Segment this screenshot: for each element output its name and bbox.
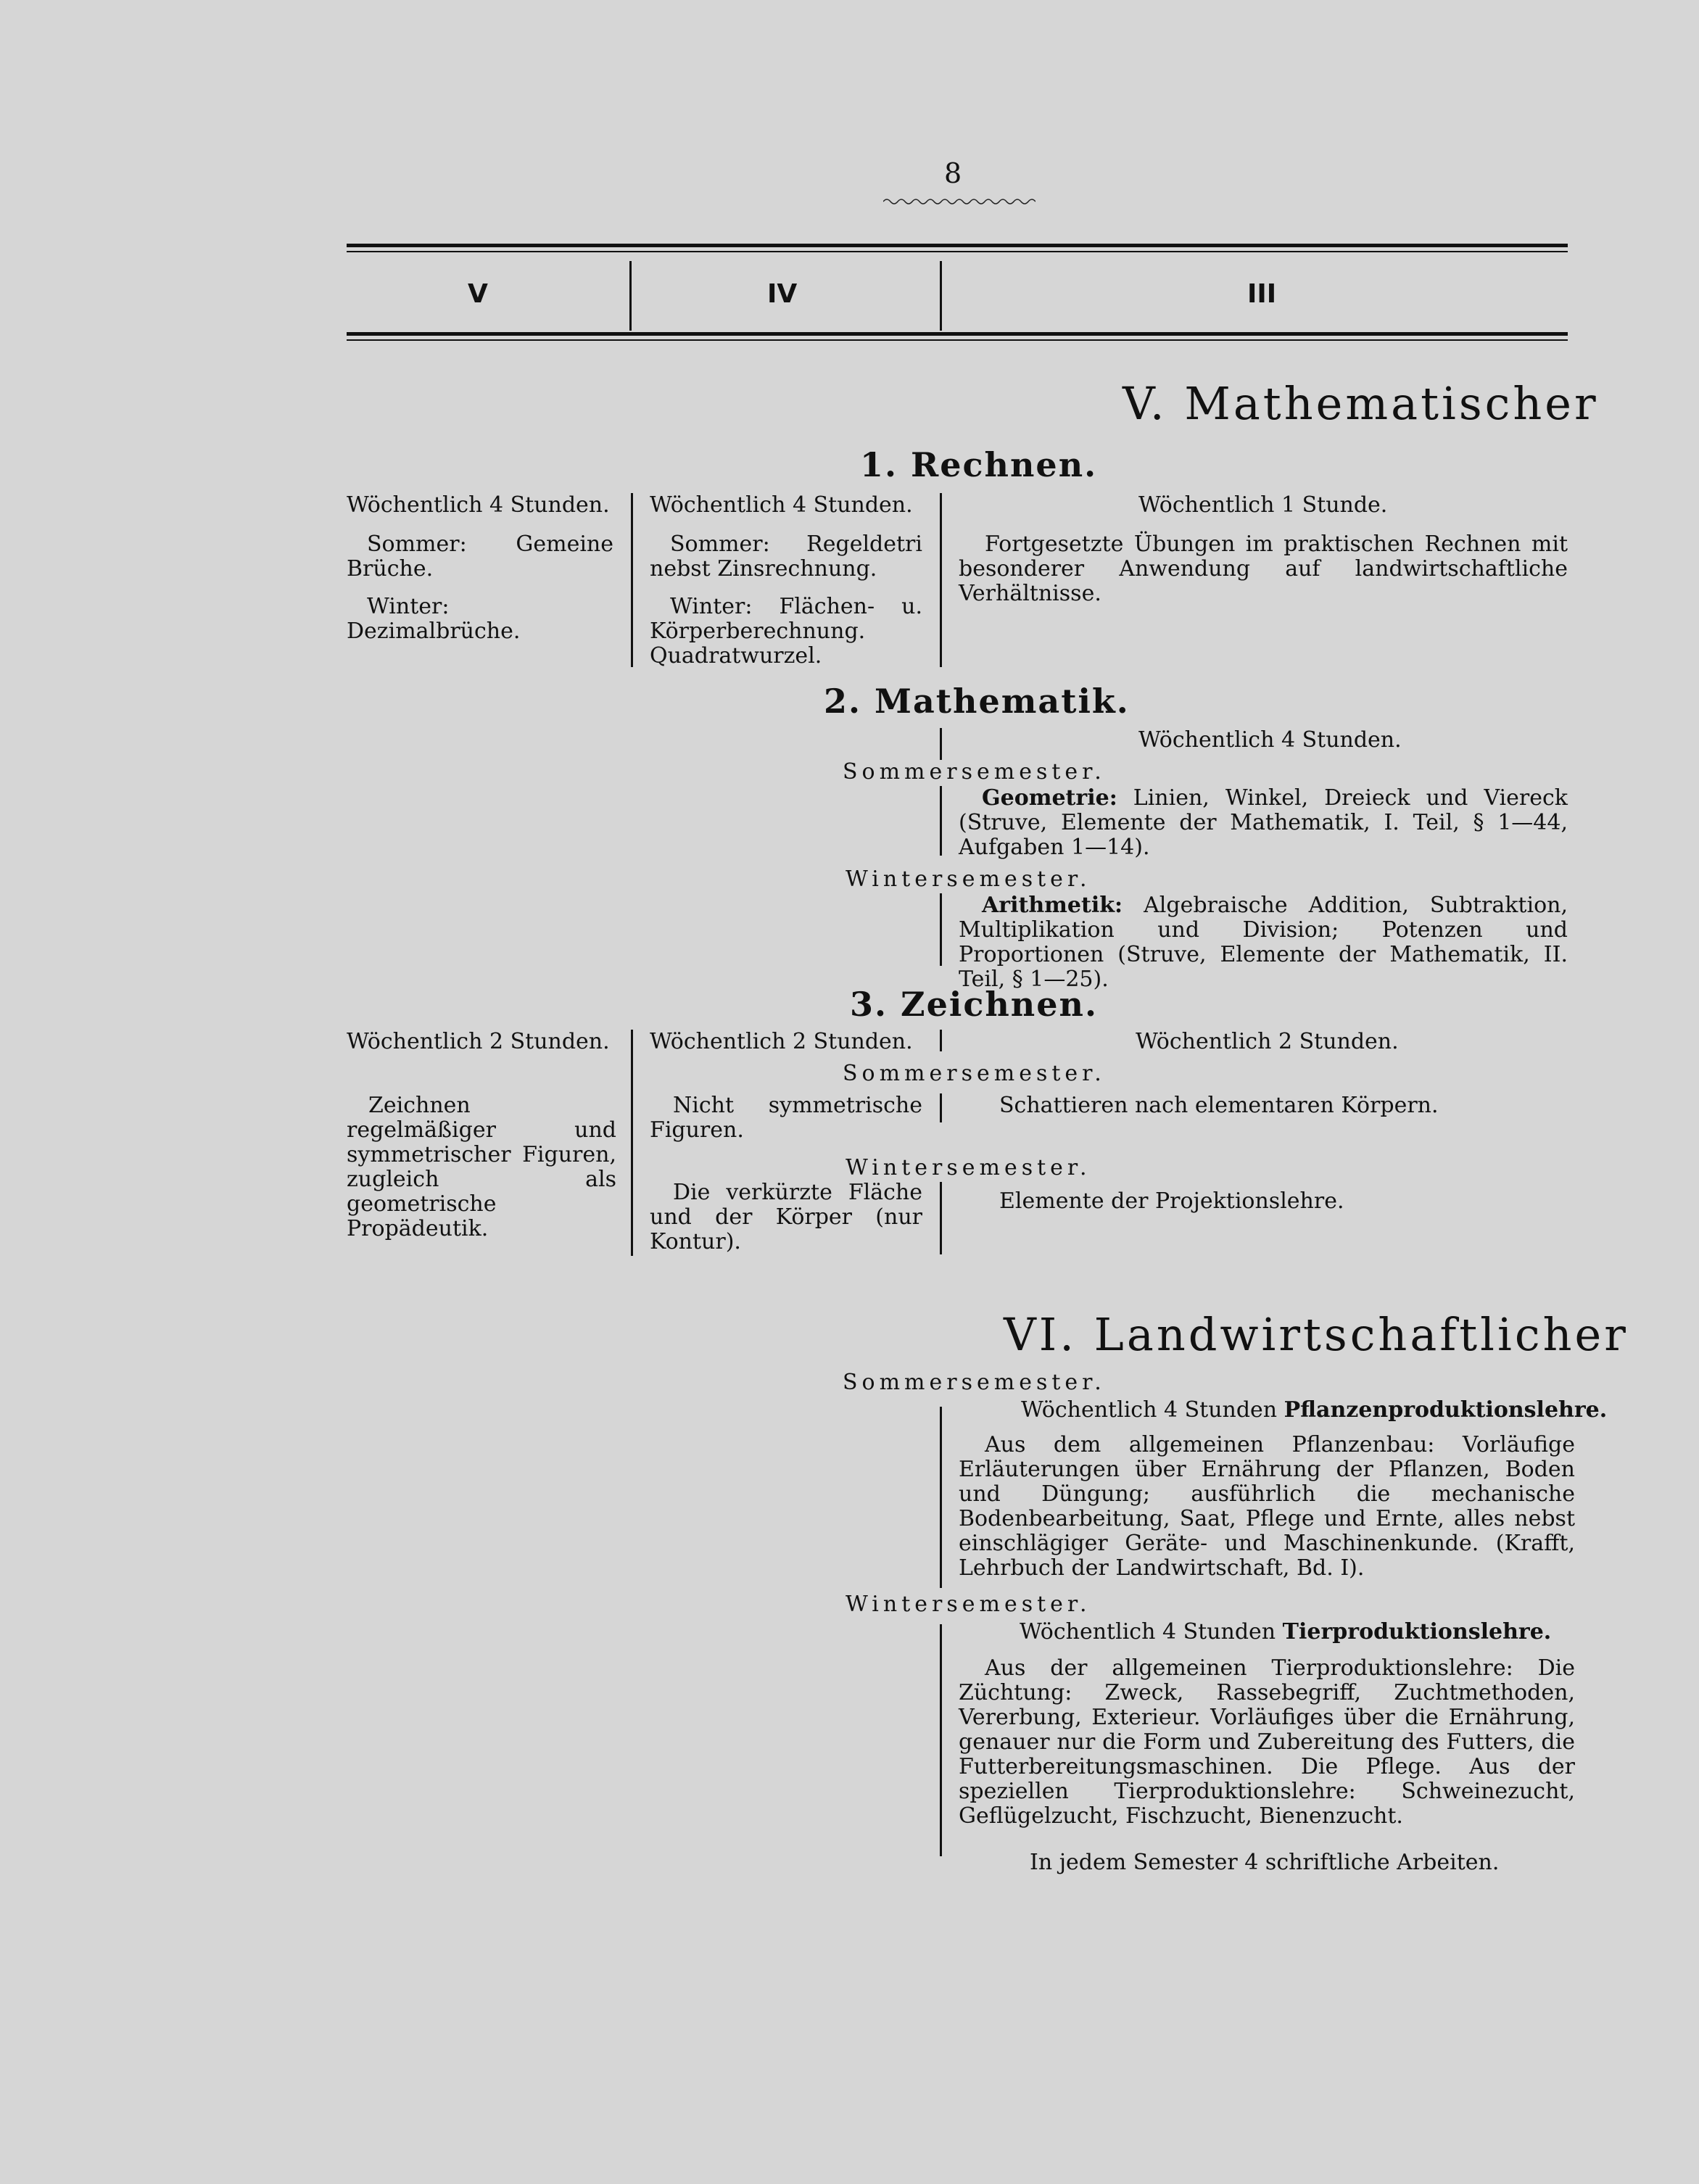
mathematik-arithmetik	[959, 893, 1568, 992]
rechnen-v-summer: Sommer: Gemeine Brüche.	[347, 531, 613, 582]
winter-subject: Tierproduktionslehre.	[1282, 1619, 1552, 1645]
zeichnen-iii-hours: Wöchentlich 2 Stunden.	[1136, 1029, 1399, 1054]
mathematik-divider-b	[940, 786, 942, 856]
geometrie-text: Linien, Winkel, Dreieck und Viereck (Struve, Elemente der Mathematik, I. Teil, § 1—44, Aufgaben 1—14).	[959, 785, 1568, 860]
zeichnen-divider-2	[940, 1030, 942, 1051]
zeichnen-winter-label: Wintersemester.	[846, 1155, 1091, 1180]
mathematik-divider-a	[940, 728, 942, 760]
geometrie-label: Geometrie:	[982, 785, 1117, 811]
ornament-wave	[883, 197, 1035, 206]
landwirtschaft-divider-b	[940, 1624, 942, 1856]
column-header-v: V	[468, 279, 488, 309]
subsection-title-rechnen: 1. Rechnen.	[860, 445, 1098, 484]
rechnen-divider-2	[940, 493, 942, 667]
mathematik-summer-label: Sommersemester.	[843, 759, 1106, 785]
summer-hours: Wöchentlich 4 Stunden	[1021, 1397, 1278, 1423]
arithmetik-label: Arithmetik:	[982, 893, 1123, 918]
landwirtschaft-summer-label: Sommersemester.	[843, 1370, 1106, 1395]
column-header-iv: IV	[767, 279, 798, 309]
section-heading-v: V. Mathematischer	[1123, 377, 1599, 430]
zeichnen-divider-1	[631, 1030, 633, 1256]
rechnen-iv-winter: Winter: Flächen- u. Körperberechnung. Quadratwurzel.	[650, 594, 922, 669]
summer-subject: Pflanzenproduktionslehre.	[1283, 1397, 1608, 1423]
subsection-title-mathematik: 2. Mathematik.	[824, 682, 1130, 721]
subsection-title-zeichnen: 3. Zeichnen.	[850, 985, 1098, 1024]
page-number: 8	[944, 157, 962, 189]
rechnen-iii-hours: Wöchentlich 1 Stunde.	[1138, 492, 1388, 518]
column-header-iii: III	[1247, 279, 1277, 309]
header-rule-bottom-thin	[347, 339, 1568, 341]
landwirtschaft-winter-heading	[1020, 1620, 1551, 1645]
rechnen-v-winter: Winter: Dezimalbrüche.	[347, 594, 521, 644]
rechnen-iii-text: Fortgesetzte Übungen im praktischen Rechnen mit besonderer Anwendung auf landwirtschaftliche Verhältnisse.	[959, 531, 1568, 606]
rechnen-divider-1	[631, 493, 633, 667]
zeichnen-divider-3	[940, 1093, 942, 1122]
header-divider-2	[940, 261, 942, 331]
mathematik-geometrie	[959, 786, 1568, 860]
zeichnen-divider-4	[940, 1182, 942, 1254]
rechnen-iv-hours: Wöchentlich 4 Stunden.	[650, 492, 913, 518]
landwirtschaft-winter-label: Wintersemester.	[846, 1592, 1091, 1617]
rechnen-v-hours: Wöchentlich 4 Stunden.	[347, 492, 610, 518]
arithmetik-text: Algebraische Addition, Subtraktion, Multiplikation und Division; Potenzen und Proportionen (Struve, Elemente der Mathematik, II. Teil, § 1—25).	[959, 893, 1568, 992]
mathematik-winter-label: Wintersemester.	[846, 866, 1091, 892]
header-rule-top-thin	[347, 251, 1568, 252]
zeichnen-v-text: Zeichnen regelmäßiger und symmetrischer Figuren, zugleich als geometrische Propädeutik.	[347, 1093, 616, 1241]
section-heading-vi: VI. Landwirtschaftlicher	[1004, 1308, 1629, 1361]
zeichnen-summer-label: Sommersemester.	[843, 1061, 1106, 1086]
landwirtschaft-divider-a	[940, 1407, 942, 1588]
landwirtschaft-summer-heading	[1021, 1398, 1607, 1423]
mathematik-iii-hours: Wöchentlich 4 Stunden.	[1138, 727, 1402, 753]
rechnen-iv-summer: Sommer: Regeldetri nebst Zinsrechnung.	[650, 531, 922, 582]
winter-hours: Wöchentlich 4 Stunden	[1020, 1619, 1276, 1645]
zeichnen-iv-winter: Die verkürzte Fläche und der Körper (nur Kontur).	[650, 1180, 922, 1254]
landwirtschaft-closing: In jedem Semester 4 schriftliche Arbeiten.	[1030, 1850, 1500, 1875]
zeichnen-iii-winter: Elemente der Projektionslehre.	[999, 1188, 1344, 1214]
header-rule-top	[347, 244, 1568, 247]
zeichnen-iii-summer: Schattieren nach elementaren Körpern.	[999, 1093, 1439, 1118]
landwirtschaft-winter-text: Aus der allgemeinen Tierproduktionslehre: Die Züchtung: Zweck, Rassebegriff, Zuchtmethoden, Vererbung, Exterieur. Vorläufiges über die Ernährung, genauer nur die Form und Zubereitung des Futters, die Futterbereitungsmaschinen. Die Pflege. Aus der speziellen Tierproduktionslehre: Schweinezucht, Geflügelzucht, Fischzucht, Bienenzucht.	[959, 1655, 1575, 1829]
header-divider-1	[629, 261, 632, 331]
landwirtschaft-summer-text: Aus dem allgemeinen Pflanzenbau: Vorläufige Erläuterungen über Ernährung der Pflanzen, Boden und Düngung; ausführlich die mechanische Bodenbearbeitung, Saat, Pflege und Ernte, alles nebst einschlägiger Geräte- und Maschinenkunde. (Krafft, Lehrbuch der Landwirtschaft, Bd. I).	[959, 1432, 1575, 1581]
zeichnen-v-hours: Wöchentlich 2 Stunden.	[347, 1029, 610, 1054]
mathematik-divider-c	[940, 893, 942, 966]
header-rule-bottom	[347, 332, 1568, 336]
zeichnen-iv-summer: Nicht symmetrische Figuren.	[650, 1093, 922, 1143]
zeichnen-iv-hours: Wöchentlich 2 Stunden.	[650, 1029, 913, 1054]
